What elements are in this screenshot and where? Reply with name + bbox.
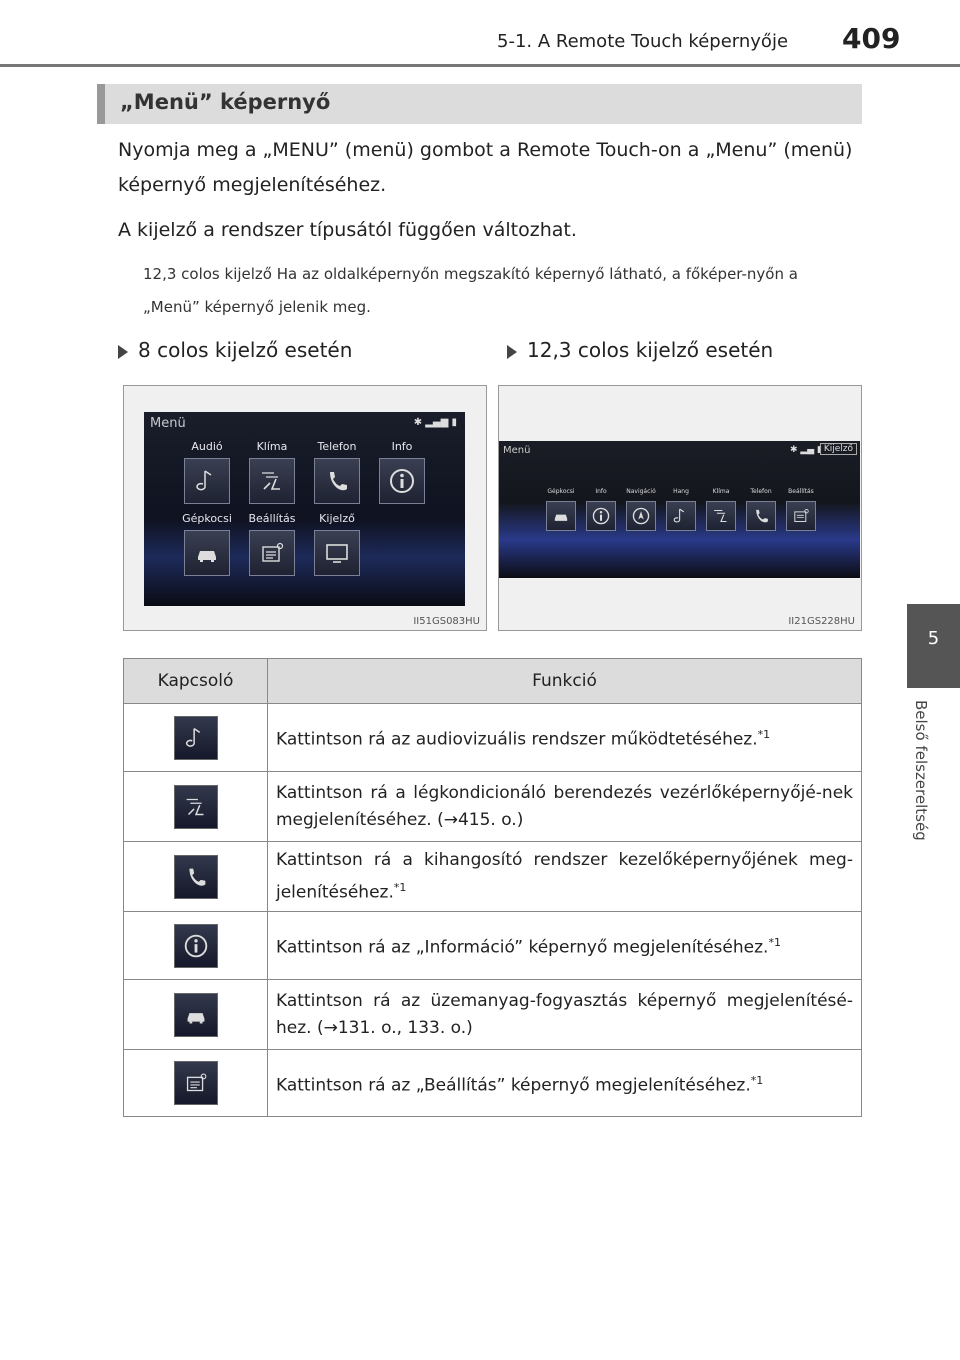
info-icon <box>174 924 218 968</box>
image-code: II21GS228HU <box>788 616 855 627</box>
beallitas-button[interactable] <box>786 501 816 531</box>
triangle-bullet-icon <box>507 345 517 359</box>
label-info: Info <box>595 488 607 495</box>
switch-cell <box>124 704 268 772</box>
label-gepkocsi: Gépkocsi <box>182 512 232 525</box>
navigacio-button[interactable] <box>626 501 656 531</box>
row-text: Kattintson rá a légkondicionáló berendezés vezérlőképernyőjé-nek megjelenítéséhez. (→415. o.) <box>276 782 853 830</box>
kijelzo-button[interactable] <box>314 530 360 576</box>
climate-seat-icon <box>256 465 288 497</box>
page-number: 409 <box>842 22 901 55</box>
label-beallitas: Beállítás <box>248 512 296 525</box>
car-icon <box>191 537 223 569</box>
label-info: Info <box>391 440 413 453</box>
table-row <box>124 842 862 912</box>
gepkocsi-button[interactable] <box>546 501 576 531</box>
chapter-tab <box>907 604 960 688</box>
switch-cell <box>124 1050 268 1117</box>
footnote-ref: *1 <box>750 1073 764 1087</box>
function-table <box>123 658 862 1117</box>
row-text: Kattintson rá az „Beállítás” képernyő megjelenítéséhez. <box>276 1075 751 1096</box>
gepkocsi-button[interactable] <box>184 530 230 576</box>
switch-cell <box>124 980 268 1050</box>
settings-icon <box>256 537 288 569</box>
audio-button[interactable] <box>184 458 230 504</box>
table-row <box>124 772 862 842</box>
header-title: 5-1. A Remote Touch képernyője <box>497 31 789 52</box>
label-telefon: Telefon <box>317 440 357 453</box>
display-note-paragraph: A kijelző a rendszer típusától függően változhat. <box>118 219 577 241</box>
label-navigacio: Navigáció <box>626 488 656 495</box>
hang-button[interactable] <box>666 501 696 531</box>
label-kijelzo: Kijelző <box>319 512 355 525</box>
car-icon <box>174 993 218 1037</box>
table-header-row <box>124 659 862 704</box>
subhead-12inch <box>507 338 773 362</box>
table-row <box>124 912 862 980</box>
phone-icon <box>174 855 218 899</box>
table-row <box>124 704 862 772</box>
chapter-number: 5 <box>927 628 940 649</box>
label-hang: Hang <box>673 488 689 495</box>
info-icon <box>386 465 418 497</box>
climate-seat-icon <box>174 785 218 829</box>
navigation-icon <box>630 505 652 527</box>
phone-icon <box>321 465 353 497</box>
label-telefon: Telefon <box>750 488 772 495</box>
label-gepkocsi: Gépkocsi <box>547 488 575 495</box>
function-text <box>268 704 862 772</box>
klima-button[interactable] <box>249 458 295 504</box>
function-text <box>268 1050 862 1117</box>
header-divider <box>0 64 960 67</box>
telefon-button[interactable] <box>314 458 360 504</box>
footnote-ref: *1 <box>757 728 771 742</box>
function-text <box>268 842 862 912</box>
label-beallitas: Beállítás <box>788 488 814 495</box>
image-code: II51GS083HU <box>413 616 480 627</box>
car-icon <box>550 505 572 527</box>
row-text: Kattintson rá az „Információ” képernyő megjelenítéséhez. <box>276 937 769 958</box>
beallitas-button[interactable] <box>249 530 295 576</box>
label-audio: Audió <box>191 440 223 453</box>
kijelzo-toggle[interactable]: Kijelző <box>820 443 857 455</box>
section-heading <box>97 84 862 124</box>
function-text <box>268 912 862 980</box>
status-icons: ✱ ▂▄ ▮ <box>789 445 822 455</box>
switch-cell <box>124 842 268 912</box>
climate-seat-icon <box>710 505 732 527</box>
function-text <box>268 980 862 1050</box>
subhead-8inch-label: 8 colos kijelző esetén <box>138 338 353 362</box>
table-row <box>124 980 862 1050</box>
info-button[interactable] <box>586 501 616 531</box>
section-title: „Menü” képernyő <box>120 90 331 114</box>
monitor-icon <box>321 537 353 569</box>
phone-icon <box>750 505 772 527</box>
row-text: Kattintson rá a kihangosító rendszer kezelőképernyőjének meg-jelenítéséhez. <box>276 849 853 903</box>
telefon-button[interactable] <box>746 501 776 531</box>
switch-cell <box>124 772 268 842</box>
screenshot-12inch <box>498 385 862 631</box>
switch-cell <box>124 912 268 980</box>
menu-screen-12inch <box>499 441 860 578</box>
display-size-note: 12,3 colos kijelző Ha az oldalképernyőn megszakító képernyő látható, a főképer-nyőn a „Menü” képernyő jelenik meg. <box>143 265 798 316</box>
settings-icon <box>174 1061 218 1105</box>
header-funkcio: Funkció <box>268 659 862 704</box>
menu-title: Menü <box>150 416 186 431</box>
triangle-bullet-icon <box>118 345 128 359</box>
info-button[interactable] <box>379 458 425 504</box>
info-icon <box>590 505 612 527</box>
music-note-icon <box>174 716 218 760</box>
row-text: Kattintson rá az audiovizuális rendszer működtetéséhez. <box>276 729 758 750</box>
table-row <box>124 1050 862 1117</box>
intro-paragraph: Nyomja meg a „MENU” (menü) gombot a Remote Touch-on a „Menu” (menü) képernyő megjelenítéséhez. <box>118 139 853 196</box>
label-klima: Klíma <box>712 488 730 495</box>
chapter-label: Belső felszereltség <box>912 700 930 841</box>
subhead-12inch-label: 12,3 colos kijelző esetén <box>527 338 774 362</box>
footnote-ref: *1 <box>393 880 407 894</box>
label-klima: Klíma <box>256 440 288 453</box>
status-icons: ✱ ▂▄▆ ▮ <box>413 417 457 428</box>
subhead-8inch <box>118 338 352 362</box>
header-kapcsolo: Kapcsoló <box>124 659 268 704</box>
menu-title: Menü <box>503 445 531 456</box>
music-note-icon <box>670 505 692 527</box>
music-note-icon <box>191 465 223 497</box>
screenshot-8inch <box>123 385 487 631</box>
menu-screen-8inch <box>144 412 465 606</box>
row-text: Kattintson rá az üzemanyag-fogyasztás képernyő megjelenítésé-hez. (→131. o., 133. o.) <box>276 990 853 1038</box>
settings-icon <box>790 505 812 527</box>
footnote-ref: *1 <box>768 936 781 950</box>
klima-button[interactable] <box>706 501 736 531</box>
function-text <box>268 772 862 842</box>
